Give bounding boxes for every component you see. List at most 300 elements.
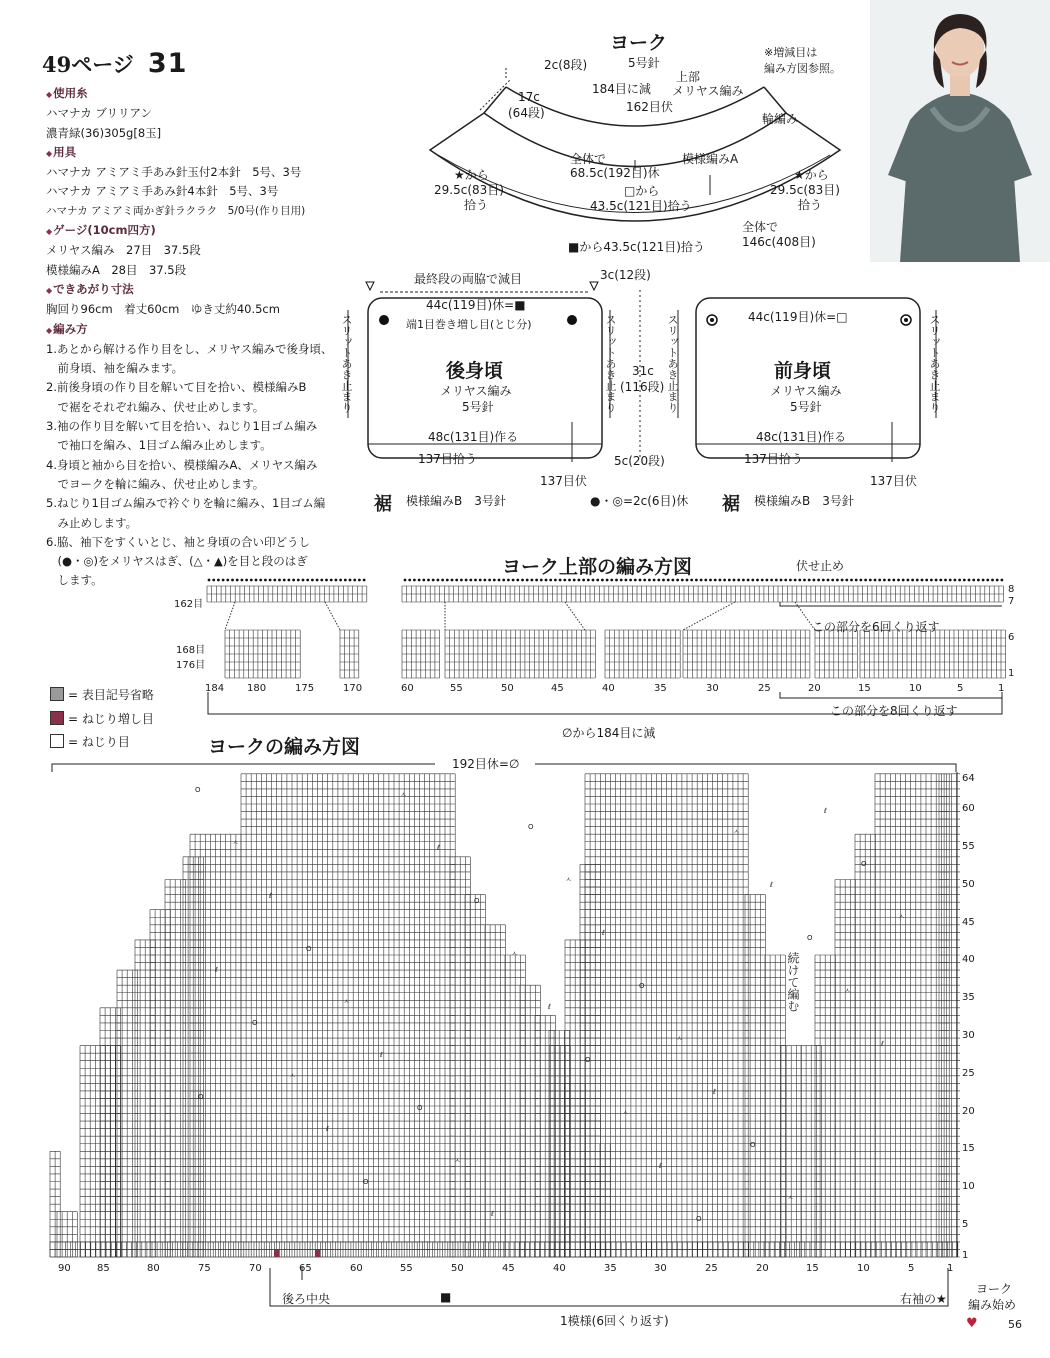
stitch-symbol: ㅅ bbox=[511, 950, 518, 958]
bind-off-dot bbox=[413, 579, 416, 582]
legend-text-2: = ねじり増し目 bbox=[68, 712, 154, 726]
bind-off-dot bbox=[353, 579, 356, 582]
bind-off-dot bbox=[751, 579, 754, 582]
bind-off-dot bbox=[535, 579, 538, 582]
bind-off-dot bbox=[629, 579, 632, 582]
grid-block bbox=[190, 834, 241, 1257]
stitch-symbol: O bbox=[363, 1178, 369, 1186]
main-x-tick: 20 bbox=[756, 1263, 769, 1274]
upper-brackets bbox=[205, 690, 1010, 720]
bind-off-dot bbox=[554, 579, 557, 582]
bind-off-dot bbox=[634, 579, 637, 582]
stitch-symbol: ㅅ bbox=[676, 1035, 683, 1043]
yoke-star-left-1: ★から bbox=[454, 168, 489, 182]
main-y-tick: 60 bbox=[962, 803, 975, 814]
main-y-tick: 25 bbox=[962, 1068, 975, 1079]
bind-off-dot bbox=[297, 579, 300, 582]
grid-block bbox=[939, 774, 949, 1257]
step-line: 5.ねじり1目ゴム編みで衿ぐりを輪に編み、1目ゴム編 bbox=[46, 496, 326, 511]
bind-off-dot bbox=[672, 579, 675, 582]
grid-block bbox=[465, 895, 485, 1257]
stitch-symbol: ℓ bbox=[491, 1210, 494, 1218]
slit-right-front: スリットあき止まり bbox=[928, 314, 941, 413]
bind-off-dot bbox=[925, 579, 928, 582]
bind-off-dot bbox=[742, 579, 745, 582]
yoke-star-right-3: 拾う bbox=[798, 198, 823, 212]
stitch-symbol: O bbox=[195, 786, 201, 794]
yoke-17c: 17c bbox=[518, 90, 540, 104]
upper-x-tick: 180 bbox=[247, 683, 267, 694]
bind-off-dot bbox=[841, 579, 844, 582]
stitch-symbol: ㅅ bbox=[400, 791, 407, 799]
guide-line bbox=[683, 602, 735, 630]
main-y-tick: 55 bbox=[962, 841, 975, 852]
bind-off-dot bbox=[236, 579, 239, 582]
bind-off-dot bbox=[292, 579, 295, 582]
bind-off-dot bbox=[643, 579, 646, 582]
back-end: 端1目巻き増し目(とじ分) bbox=[406, 318, 532, 331]
bind-off-dot bbox=[349, 579, 352, 582]
yarn-line-2: 濃青緑(36)305g[8玉] bbox=[46, 125, 162, 140]
grid-block bbox=[445, 630, 595, 678]
step-line: 2.前後身頃の作り目を解いて目を拾い、模様編みB bbox=[46, 380, 307, 395]
front-pick: 137目拾う bbox=[744, 452, 803, 466]
upper-repeat-8: この部分を8回くり返す bbox=[830, 704, 958, 718]
upper-row-label: 168目 bbox=[176, 645, 206, 656]
main-x-tick: 60 bbox=[350, 1263, 363, 1274]
bind-off-dot bbox=[568, 579, 571, 582]
yoke-needle: 5号針 bbox=[628, 56, 660, 70]
stitch-symbol: ㅅ bbox=[232, 839, 239, 847]
front-cast: 48c(131目)作る bbox=[756, 430, 847, 444]
stitch-symbol: ℓ bbox=[215, 966, 218, 974]
back-title: 後身頃 bbox=[446, 360, 504, 382]
main-y-tick: 45 bbox=[962, 917, 975, 928]
bind-off-dot bbox=[573, 579, 576, 582]
bind-off-dot bbox=[601, 579, 604, 582]
bind-off-dot bbox=[667, 579, 670, 582]
stitch-symbol: ℓ bbox=[602, 929, 605, 937]
main-x-tick: 25 bbox=[705, 1263, 718, 1274]
yoke-star-left-2: 29.5c(83目) bbox=[434, 183, 504, 197]
bind-off-dot bbox=[808, 579, 811, 582]
grid-block bbox=[485, 925, 505, 1257]
bind-off-dot bbox=[250, 579, 253, 582]
bind-off-dot bbox=[747, 579, 750, 582]
bind-off-dot bbox=[780, 579, 783, 582]
stitch-symbol: O bbox=[306, 945, 312, 953]
bind-off-dot bbox=[728, 579, 731, 582]
bind-off-dot bbox=[582, 579, 585, 582]
back-top: 44c(119目)休=■ bbox=[426, 298, 526, 312]
step-line: します。 bbox=[46, 573, 103, 588]
bind-off-dot bbox=[921, 579, 924, 582]
bind-off-dot bbox=[460, 579, 463, 582]
grid-block bbox=[241, 774, 455, 1257]
bind-off-dot bbox=[719, 579, 722, 582]
size-line-1: 胸回り96cm 着丈60cm ゆき丈約40.5cm bbox=[46, 302, 280, 317]
dim-116: (116段) bbox=[620, 380, 665, 394]
bind-off-dot bbox=[441, 579, 444, 582]
bind-off-dot bbox=[335, 579, 338, 582]
upper-reduce: ∅から184目に減 bbox=[562, 726, 656, 740]
main-x-tick: 90 bbox=[58, 1263, 71, 1274]
upper-right-tick: 7 bbox=[1008, 596, 1015, 607]
upper-x-tick: 5 bbox=[957, 683, 964, 694]
guide-line bbox=[325, 602, 340, 630]
body-top-note: 最終段の両脇で減目 bbox=[414, 272, 523, 286]
grid-block bbox=[600, 1144, 610, 1257]
stitch-symbol: O bbox=[861, 860, 867, 868]
dim-3c: 3c(12段) bbox=[600, 268, 651, 282]
upper-chart-title: ヨーク上部の編み方図 bbox=[502, 556, 693, 578]
bind-off-dot bbox=[512, 579, 515, 582]
stitch-symbol: ℓ bbox=[326, 1125, 329, 1133]
bind-off-dot bbox=[897, 579, 900, 582]
gauge-heading: ◆ ゲージ(10cm四方) bbox=[46, 221, 346, 241]
bind-off-dot bbox=[288, 579, 291, 582]
page-header bbox=[42, 48, 187, 79]
bind-off-dot bbox=[302, 579, 305, 582]
bind-off-dot bbox=[358, 579, 361, 582]
bind-off-dot bbox=[911, 579, 914, 582]
back-bind: 137目伏 bbox=[540, 474, 587, 488]
grid-block bbox=[402, 630, 440, 678]
back-pick: 137目拾う bbox=[418, 452, 477, 466]
bind-off-dot bbox=[958, 579, 961, 582]
yoke-total-2: 68.5c(192目)休 bbox=[570, 166, 660, 180]
bind-off-dot bbox=[437, 579, 440, 582]
stitch-symbol: O bbox=[474, 897, 480, 905]
bind-off-dot bbox=[986, 579, 989, 582]
bind-off-dot bbox=[255, 579, 258, 582]
stitch-symbol: ℓ bbox=[881, 1040, 884, 1048]
legend-swatch-red bbox=[50, 711, 64, 725]
bind-off-dot bbox=[836, 579, 839, 582]
main-x-tick: 80 bbox=[147, 1263, 160, 1274]
front-stitch: メリヤス編み bbox=[770, 384, 842, 398]
bind-off-dot bbox=[676, 579, 679, 582]
bind-off-dot bbox=[521, 579, 524, 582]
upper-bind-off: 伏せ止め bbox=[796, 559, 845, 573]
upper-x-tick: 55 bbox=[450, 683, 463, 694]
bind-off-dot bbox=[756, 579, 759, 582]
main-y-tick: 10 bbox=[962, 1181, 975, 1192]
bind-off-dot bbox=[972, 579, 975, 582]
bind-off-dot bbox=[803, 579, 806, 582]
bind-off-dot bbox=[578, 579, 581, 582]
legend-plain bbox=[50, 686, 154, 703]
grid-block bbox=[860, 630, 1006, 678]
yoke-note-2: 編み方図参照。 bbox=[764, 62, 841, 75]
guide-line bbox=[565, 602, 585, 630]
model-photo bbox=[870, 0, 1050, 262]
bind-off-dot bbox=[831, 579, 834, 582]
main-x-tick: 30 bbox=[654, 1263, 667, 1274]
method-heading: ◆ 編み方 bbox=[46, 320, 346, 340]
main-y-tick: 1 bbox=[962, 1250, 969, 1261]
bind-off-dot bbox=[892, 579, 895, 582]
grid-block bbox=[50, 1151, 60, 1257]
yoke-star-right-2: 29.5c(83目) bbox=[770, 183, 840, 197]
bind-off-dot bbox=[817, 579, 820, 582]
front-bind: 137目伏 bbox=[870, 474, 917, 488]
stitch-symbol: O bbox=[585, 1056, 591, 1064]
bind-off-dot bbox=[982, 579, 985, 582]
bind-off-dot bbox=[488, 579, 491, 582]
stitch-symbol: O bbox=[252, 1019, 258, 1027]
stitch-symbol: ㅅ bbox=[289, 1072, 296, 1080]
grid-block bbox=[605, 630, 680, 678]
front-title: 前身頃 bbox=[774, 360, 832, 382]
step-line: 1.あとから解ける作り目をし、メリヤス編みで後身頃、 bbox=[46, 341, 333, 356]
bind-off-dot bbox=[273, 579, 276, 582]
bind-off-dot bbox=[507, 579, 510, 582]
bind-off-dot bbox=[709, 579, 712, 582]
step-line: (●・◎)をメリヤスはぎ、(△・▲)を目と段のはぎ bbox=[46, 554, 308, 569]
bind-off-dot bbox=[330, 579, 333, 582]
main-top-note: 192目休=∅ bbox=[452, 757, 520, 771]
sleeve-star: 右袖の★ bbox=[900, 1292, 947, 1306]
upper-repeat-6: この部分を6回くり返す bbox=[812, 620, 940, 634]
bind-off-dot bbox=[878, 579, 881, 582]
grid-block bbox=[402, 586, 1004, 602]
main-x-tick: 65 bbox=[299, 1263, 312, 1274]
bind-off-dot bbox=[311, 579, 314, 582]
increase-mark bbox=[274, 1249, 279, 1257]
grid-block bbox=[855, 834, 875, 1257]
slit-left-back: スリットあき止まり bbox=[340, 314, 353, 413]
yoke-upper-1: 上部 bbox=[676, 70, 701, 84]
bind-off-dot bbox=[648, 579, 651, 582]
upper-right-tick: 6 bbox=[1008, 632, 1015, 643]
bind-off-dot bbox=[714, 579, 717, 582]
bind-off-dot bbox=[531, 579, 534, 582]
bind-off-dot bbox=[700, 579, 703, 582]
stitch-symbol: ㅅ bbox=[844, 987, 851, 995]
stitch-symbol: ℓ bbox=[659, 1162, 662, 1170]
bind-off-dot bbox=[432, 579, 435, 582]
yoke-sq-2: 43.5c(121目)拾う bbox=[590, 199, 692, 213]
grid-block bbox=[165, 880, 185, 1258]
dim-31c: 31c bbox=[632, 364, 654, 378]
bind-off-dot bbox=[479, 579, 482, 582]
stitch-symbol: O bbox=[807, 934, 813, 942]
main-x-tick: 10 bbox=[857, 1263, 870, 1274]
heart-icon: ♥ bbox=[966, 1316, 978, 1331]
front-hem-pattern: 模様編みB 3号針 bbox=[754, 494, 854, 508]
bind-off-dot bbox=[996, 579, 999, 582]
main-x-tick: 35 bbox=[604, 1263, 617, 1274]
yoke-start-2: 編み始め bbox=[968, 1298, 1017, 1312]
main-x-tick: 50 bbox=[451, 1263, 464, 1274]
main-y-tick: 64 bbox=[962, 773, 975, 784]
stitch-symbol: ㅅ bbox=[565, 876, 572, 884]
main-chart-grid bbox=[45, 772, 960, 1262]
back-cast: 48c(131目)作る bbox=[428, 430, 519, 444]
legend-swatch-white bbox=[50, 734, 64, 748]
bind-off-dot bbox=[770, 579, 773, 582]
yoke-pattern-a: 模様編みA bbox=[682, 152, 739, 166]
bind-off-dot bbox=[704, 579, 707, 582]
slit-left-front: スリットあき止まり bbox=[666, 314, 679, 413]
page-ref: 49ページ bbox=[42, 52, 134, 77]
upper-x-tick: 30 bbox=[706, 683, 719, 694]
bind-off-dot bbox=[653, 579, 656, 582]
bind-off-dot bbox=[695, 579, 698, 582]
main-x-tick: 85 bbox=[97, 1263, 110, 1274]
bind-off-dot bbox=[540, 579, 543, 582]
bind-off-dot bbox=[916, 579, 919, 582]
bind-off-dot bbox=[502, 579, 505, 582]
bind-off-dot bbox=[245, 579, 248, 582]
bind-off-dot bbox=[860, 579, 863, 582]
pattern-number: 31 bbox=[147, 48, 188, 79]
upper-x-tick: 170 bbox=[343, 683, 363, 694]
bind-off-dot bbox=[977, 579, 980, 582]
bind-off-dot bbox=[639, 579, 642, 582]
rest-note: ●・◎=2c(6目)休 bbox=[590, 494, 689, 508]
repeat-bracket bbox=[780, 602, 1002, 606]
bind-off-dot bbox=[883, 579, 886, 582]
bind-off-dot bbox=[498, 579, 501, 582]
yoke-sq-1: □から bbox=[624, 184, 660, 198]
main-x-tick: 40 bbox=[553, 1263, 566, 1274]
bind-off-dot bbox=[907, 579, 910, 582]
tool-line-1: ハマナカ アミアミ手あみ針玉付2本針 5号、3号 bbox=[46, 165, 302, 180]
bind-off-dot bbox=[968, 579, 971, 582]
stitch-symbol: ℓ bbox=[713, 1088, 716, 1096]
main-x-tick: 1 bbox=[947, 1263, 954, 1274]
grid-block bbox=[207, 586, 367, 602]
size-heading: ◆ できあがり寸法 bbox=[46, 280, 346, 300]
legend-twist bbox=[50, 733, 130, 750]
step-line: 前身頃、袖を編みます。 bbox=[46, 361, 184, 376]
grid-block bbox=[225, 630, 300, 678]
bind-off-dot bbox=[549, 579, 552, 582]
slit-right-back: スリットあき止まり bbox=[604, 314, 617, 413]
bind-off-dot bbox=[316, 579, 319, 582]
main-y-tick: 35 bbox=[962, 992, 975, 1003]
bind-off-dot bbox=[469, 579, 472, 582]
bind-off-dot bbox=[226, 579, 229, 582]
grid-block bbox=[117, 970, 137, 1257]
stitch-symbol: O bbox=[639, 982, 645, 990]
upper-row-label: 176目 bbox=[176, 660, 206, 671]
bind-off-dot bbox=[681, 579, 684, 582]
bind-off-dot bbox=[451, 579, 454, 582]
one-repeat: 1模様(6回くり返す) bbox=[560, 1314, 669, 1328]
info-column bbox=[46, 84, 346, 591]
bind-off-dot bbox=[418, 579, 421, 582]
bind-off-dot bbox=[733, 579, 736, 582]
grid-block bbox=[585, 1114, 600, 1257]
bind-off-dot bbox=[869, 579, 872, 582]
yarn-heading: ◆ 使用糸 bbox=[46, 84, 346, 104]
bind-off-dot bbox=[596, 579, 599, 582]
stitch-symbol: ㅅ bbox=[454, 1157, 461, 1165]
bind-off-dot bbox=[559, 579, 562, 582]
stitch-symbol: ㅅ bbox=[787, 1194, 794, 1202]
yoke-all-2: 146c(408目) bbox=[742, 235, 816, 249]
stitch-symbol: ℓ bbox=[269, 892, 272, 900]
tool-line-2: ハマナカ アミアミ手あみ針4本針 5号、3号 bbox=[46, 184, 279, 199]
yoke-rib: 輪編み bbox=[762, 112, 799, 126]
gauge-line-2: 模様編みA 28目 37.5段 bbox=[46, 262, 187, 277]
gauge-line-1: メリヤス編み 27目 37.5段 bbox=[46, 243, 201, 258]
upper-x-tick: 50 bbox=[501, 683, 514, 694]
dim-5c: 5c(20段) bbox=[614, 454, 665, 468]
bind-off-dot bbox=[231, 579, 234, 582]
bind-off-dot bbox=[902, 579, 905, 582]
upper-x-tick: 175 bbox=[295, 683, 315, 694]
upper-right-tick: 8 bbox=[1008, 584, 1015, 595]
grid-block bbox=[683, 630, 810, 678]
bind-off-dot bbox=[217, 579, 220, 582]
stitch-symbol: O bbox=[750, 1141, 756, 1149]
main-y-tick: 15 bbox=[962, 1143, 975, 1154]
bind-off-dot bbox=[455, 579, 458, 582]
bind-off-dot bbox=[949, 579, 952, 582]
bind-off-dot bbox=[939, 579, 942, 582]
bind-off-dot bbox=[264, 579, 267, 582]
tool-line-3: ハマナカ アミアミ両かぎ針ラクラク 5/0号(作り目用) bbox=[46, 204, 306, 217]
bind-off-dot bbox=[259, 579, 262, 582]
yoke-start-1: ヨーク bbox=[976, 1282, 1013, 1296]
grid-block bbox=[100, 1008, 120, 1257]
upper-x-tick: 40 bbox=[602, 683, 615, 694]
step-line: 3.袖の作り目を解いて目を拾い、ねじり1目ゴム編み bbox=[46, 419, 318, 434]
bind-off-dot bbox=[690, 579, 693, 582]
bind-off-dot bbox=[363, 579, 366, 582]
legend-swatch-gray bbox=[50, 687, 64, 701]
front-hem: 裾 bbox=[722, 494, 740, 515]
bind-off-dot bbox=[493, 579, 496, 582]
yoke-162: 162目伏 bbox=[626, 100, 673, 114]
model-illustration bbox=[870, 0, 1050, 262]
upper-right-tick: 1 bbox=[1008, 668, 1015, 679]
yoke-2c: 2c(8段) bbox=[544, 58, 588, 72]
bind-off-dot bbox=[465, 579, 468, 582]
main-y-tick: 30 bbox=[962, 1030, 975, 1041]
bind-off-dot bbox=[484, 579, 487, 582]
upper-x-tick: 184 bbox=[205, 683, 225, 694]
stitch-symbol: O bbox=[198, 1093, 204, 1101]
grid-block bbox=[585, 774, 748, 1257]
main-chart-title: ヨークの編み方図 bbox=[208, 736, 361, 758]
grid-block bbox=[450, 857, 470, 1257]
upper-x-tick: 20 bbox=[808, 683, 821, 694]
method-steps bbox=[46, 340, 346, 591]
stitch-symbol: ㅅ bbox=[343, 998, 350, 1006]
stitch-symbol: O bbox=[528, 823, 534, 831]
grid-block bbox=[815, 630, 857, 678]
bind-off-dot bbox=[850, 579, 853, 582]
upper-x-tick: 35 bbox=[654, 683, 667, 694]
bind-off-dot bbox=[427, 579, 430, 582]
front-top: 44c(119目)休=□ bbox=[748, 310, 848, 324]
step-line: み止めします。 bbox=[46, 515, 138, 530]
yoke-star-left-3: 拾う bbox=[464, 198, 489, 212]
guide-line bbox=[225, 602, 235, 630]
bind-off-dot bbox=[662, 579, 665, 582]
upper-x-tick: 45 bbox=[551, 683, 564, 694]
grid-block bbox=[835, 880, 855, 1258]
bind-off-dot bbox=[344, 579, 347, 582]
grid-block bbox=[781, 1046, 801, 1257]
yoke-total-1: 全体で bbox=[570, 152, 607, 166]
bind-off-dot bbox=[657, 579, 660, 582]
